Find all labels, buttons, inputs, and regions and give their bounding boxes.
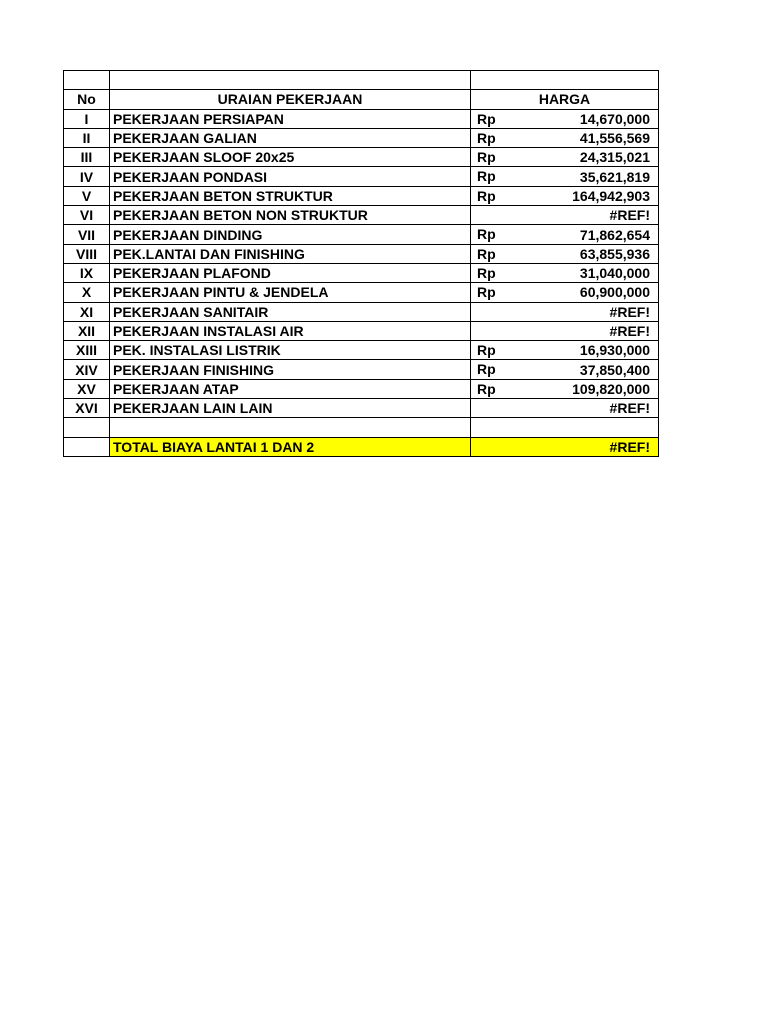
cell-price [471, 225, 659, 244]
currency-label: Rp [477, 284, 496, 301]
cell-no: VII [64, 225, 110, 244]
total-row [64, 437, 659, 456]
amount-value: 60,900,000 [579, 284, 650, 301]
currency-label: Rp [477, 187, 496, 204]
cell-empty [471, 71, 659, 90]
table-row [64, 302, 659, 321]
cell-description: PEKERJAAN PERSIAPAN [110, 109, 471, 128]
cell-description: PEKERJAAN PLAFOND [110, 263, 471, 282]
cell-no: XVI [64, 399, 110, 418]
header-row [64, 90, 659, 109]
currency-label: Rp [477, 342, 496, 359]
table-row [64, 263, 659, 282]
currency-label: Rp [477, 361, 496, 378]
blank-row-bottom [64, 418, 659, 437]
cell-price [471, 379, 659, 398]
amount-value: 63,855,936 [579, 245, 650, 262]
table-row [64, 283, 659, 302]
cell-empty [64, 437, 110, 456]
cell-empty [110, 71, 471, 90]
cell-price [471, 360, 659, 379]
amount-value: 71,862,654 [579, 226, 650, 243]
cost-summary-table [63, 70, 659, 457]
table-row [64, 148, 659, 167]
amount-value: 37,850,400 [579, 361, 650, 378]
amount-value: 24,315,021 [579, 149, 650, 166]
cell-price [471, 437, 659, 456]
amount-value: 31,040,000 [579, 265, 650, 282]
cell-price [471, 283, 659, 302]
currency-label: Rp [477, 380, 496, 397]
cell-description: PEKERJAAN SLOOF 20x25 [110, 148, 471, 167]
currency-label: Rp [477, 245, 496, 262]
amount-value: 41,556,569 [579, 130, 650, 147]
cell-price [471, 167, 659, 186]
cell-no: XIII [64, 341, 110, 360]
cell-price [471, 128, 659, 147]
currency-label: Rp [477, 226, 496, 243]
cell-description: PEKERJAAN FINISHING [110, 360, 471, 379]
cell-no: I [64, 109, 110, 128]
table-row [64, 360, 659, 379]
table-row [64, 206, 659, 225]
cell-description: PEK. INSTALASI LISTRIK [110, 341, 471, 360]
currency-label: Rp [477, 110, 496, 127]
cell-price [471, 263, 659, 282]
cell-price [471, 244, 659, 263]
amount-value: #REF! [609, 207, 650, 224]
table-row [64, 341, 659, 360]
table-row [64, 399, 659, 418]
total-label: TOTAL BIAYA LANTAI 1 DAN 2 [110, 437, 471, 456]
cell-no: VI [64, 206, 110, 225]
amount-value: #REF! [609, 400, 650, 417]
currency-label: Rp [477, 149, 496, 166]
cell-description: PEKERJAAN GALIAN [110, 128, 471, 147]
table-row [64, 128, 659, 147]
cell-description: PEKERJAAN ATAP [110, 379, 471, 398]
cell-price [471, 302, 659, 321]
table-row [64, 321, 659, 340]
amount-value: #REF! [609, 438, 650, 455]
cell-no: XII [64, 321, 110, 340]
amount-value: 164,942,903 [572, 187, 650, 204]
cell-description: PEK.LANTAI DAN FINISHING [110, 244, 471, 263]
cell-price [471, 399, 659, 418]
currency-label: Rp [477, 168, 496, 185]
cell-price [471, 186, 659, 205]
cell-price [471, 109, 659, 128]
table-row [64, 167, 659, 186]
cell-price [471, 206, 659, 225]
cell-description: PEKERJAAN SANITAIR [110, 302, 471, 321]
cell-no: II [64, 128, 110, 147]
currency-label: Rp [477, 264, 496, 281]
cell-description: PEKERJAAN PINTU & JENDELA [110, 283, 471, 302]
currency-label: Rp [477, 129, 496, 146]
cell-description: PEKERJAAN LAIN LAIN [110, 399, 471, 418]
cell-empty [471, 418, 659, 437]
cell-no: V [64, 186, 110, 205]
cell-no: XI [64, 302, 110, 321]
header-price: HARGA [471, 90, 659, 109]
cell-price [471, 321, 659, 340]
amount-value: 109,820,000 [572, 380, 650, 397]
cell-no: X [64, 283, 110, 302]
table-row [64, 186, 659, 205]
cell-price [471, 148, 659, 167]
header-description: URAIAN PEKERJAAN [110, 90, 471, 109]
cell-empty [64, 418, 110, 437]
cell-description: PEKERJAAN PONDASI [110, 167, 471, 186]
cell-description: PEKERJAAN DINDING [110, 225, 471, 244]
cell-no: IX [64, 263, 110, 282]
cell-description: PEKERJAAN INSTALASI AIR [110, 321, 471, 340]
table-row [64, 225, 659, 244]
cell-description: PEKERJAAN BETON STRUKTUR [110, 186, 471, 205]
cell-no: IV [64, 167, 110, 186]
table-body [64, 71, 659, 457]
cell-no: XV [64, 379, 110, 398]
amount-value: #REF! [609, 303, 650, 320]
cell-no: XIV [64, 360, 110, 379]
blank-row-top [64, 71, 659, 90]
cell-no: III [64, 148, 110, 167]
amount-value: 14,670,000 [579, 110, 650, 127]
cell-description: PEKERJAAN BETON NON STRUKTUR [110, 206, 471, 225]
table-row [64, 379, 659, 398]
table-row [64, 109, 659, 128]
cell-price [471, 341, 659, 360]
amount-value: 35,621,819 [579, 168, 650, 185]
header-no: No [64, 90, 110, 109]
cell-empty [64, 71, 110, 90]
table-row [64, 244, 659, 263]
cell-no: VIII [64, 244, 110, 263]
amount-value: #REF! [609, 323, 650, 339]
amount-value: 16,930,000 [579, 342, 650, 359]
cell-empty [110, 418, 471, 437]
